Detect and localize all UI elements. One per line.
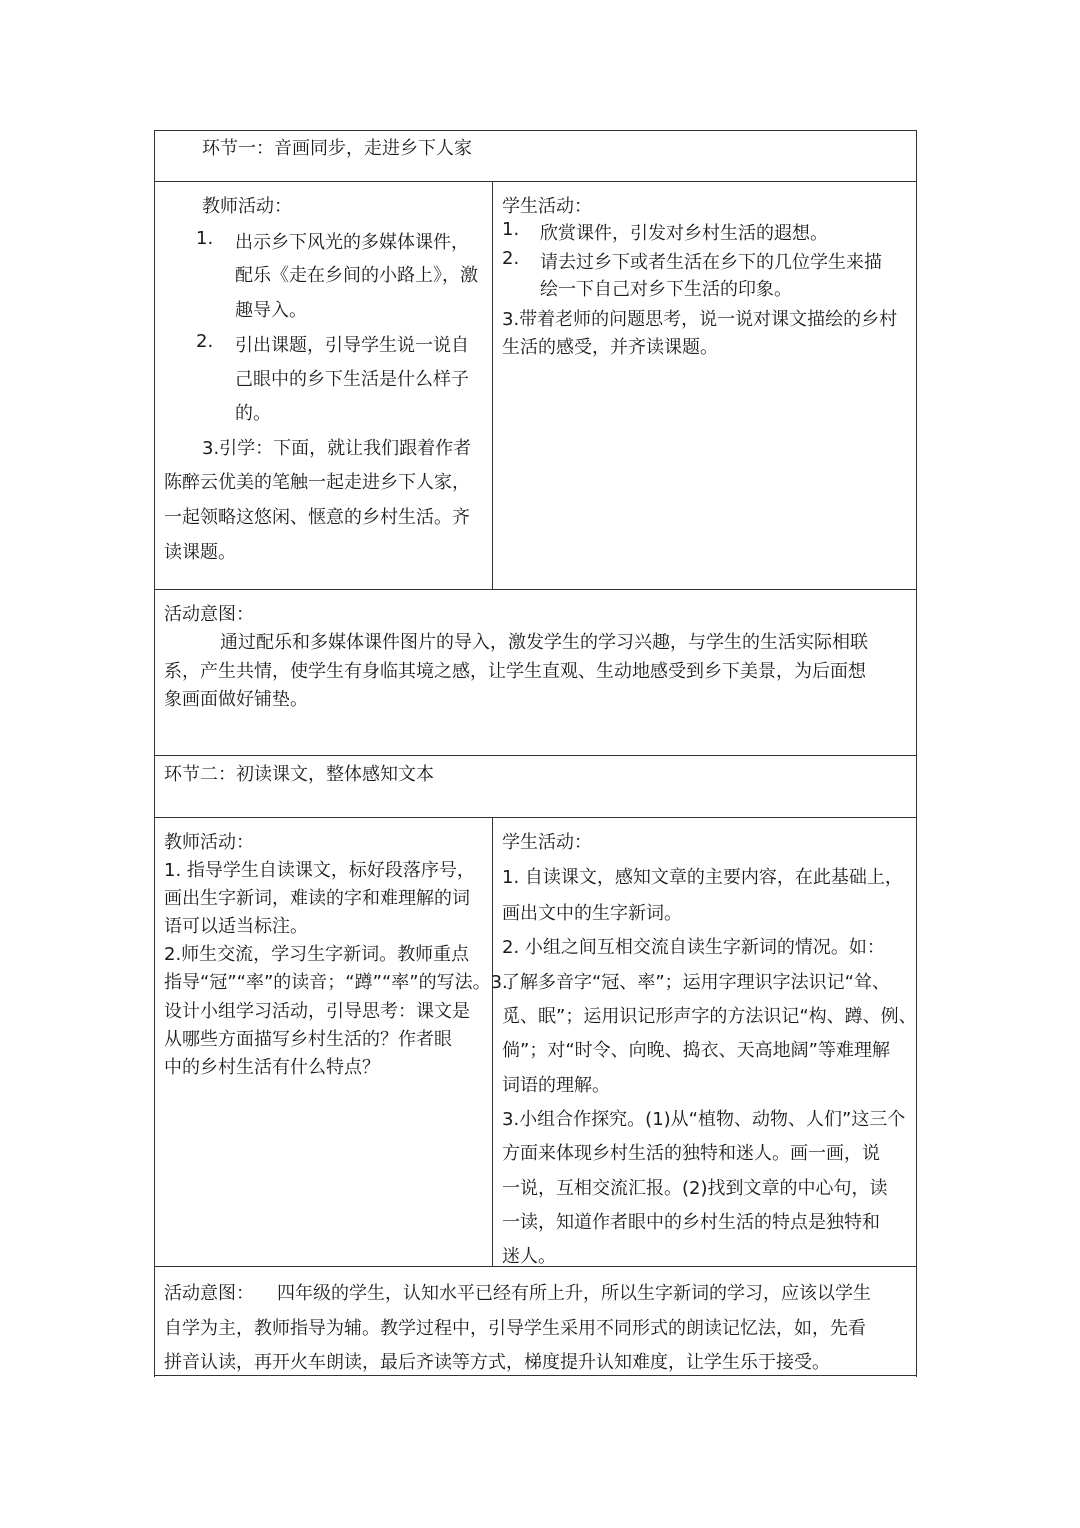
s2-student-line: 一说，互相交流汇报。(2)找到文章的中心句，读 bbox=[502, 1178, 888, 1199]
s2-teacher-line: 指导“冠”“率”的读音；“蹲”“率”的写法。3. bbox=[164, 972, 508, 993]
section2-title: 环节二：初读课文，整体感知文本 bbox=[164, 764, 434, 785]
s1-student-line: 欣赏课件，引发对乡村生活的遐想。 bbox=[540, 223, 828, 244]
s2-teacher-heading: 教师活动： bbox=[164, 832, 254, 853]
s2-student-line: 觅、眠”；运用识记形声字的方法识记“构、蹲、例、 bbox=[502, 1006, 917, 1027]
s2-student-line: 方面来体现乡村生活的独特和迷人。画一画，说 bbox=[502, 1143, 880, 1164]
s1-student-line: 3.带着老师的问题思考，说一说对课文描绘的乡村 bbox=[502, 309, 898, 330]
s1-student-line: 请去过乡下或者生活在乡下的几位学生来描 bbox=[540, 252, 882, 273]
table-border-bottom bbox=[155, 1375, 916, 1376]
s1-intent-heading: 活动意图： bbox=[164, 604, 254, 625]
column-divider bbox=[492, 817, 493, 1266]
s2-teacher-line: 语可以适当标注。 bbox=[164, 916, 308, 937]
s1-teacher-item1-num: 1. bbox=[196, 228, 214, 249]
s2-teacher-line: 设计小组学习活动，引导思考：课文是 bbox=[164, 1001, 470, 1022]
s2-teacher-line: 中的乡村生活有什么特点？ bbox=[164, 1057, 380, 1078]
s2-teacher-line: 从哪些方面描写乡村生活的？作者眼 bbox=[164, 1029, 452, 1050]
s2-student-line: 倘”；对“时令、向晚、捣衣、天高地阔”等难理解 bbox=[502, 1040, 890, 1061]
row-divider bbox=[155, 181, 916, 182]
row-divider bbox=[155, 755, 916, 756]
s2-intent-line: 四年级的学生，认知水平已经有所上升，所以生字新词的学习，应该以学生 bbox=[277, 1283, 871, 1304]
s2-teacher-line: 2.师生交流，学习生字新词。教师重点 bbox=[164, 944, 470, 965]
s2-student-line: 了解多音字“冠、率”；运用字理识字法识记“耸、 bbox=[502, 972, 890, 993]
s1-teacher-line: 的。 bbox=[235, 403, 271, 424]
s1-intent-line: 系，产生共情，使学生有身临其境之感，让学生直观、生动地感受到乡下美景，为后面想 bbox=[164, 661, 866, 682]
s2-intent-line: 拼音认读，再开火车朗读，最后齐读等方式，梯度提升认知难度，让学生乐于接受。 bbox=[164, 1352, 830, 1373]
s1-teacher-line: 一起领略这悠闲、惬意的乡村生活。齐 bbox=[164, 507, 470, 528]
s1-student-heading: 学生活动： bbox=[502, 196, 592, 217]
s2-student-line: 词语的理解。 bbox=[502, 1075, 610, 1096]
s1-intent-line: 通过配乐和多媒体课件图片的导入，激发学生的学习兴趣，与学生的生活实际相联 bbox=[220, 632, 868, 653]
s2-intent-line: 自学为主，教师指导为辅。教学过程中，引导学生采用不同形式的朗读记忆法，如，先看 bbox=[164, 1318, 866, 1339]
section1-title: 环节一：音画同步，走进乡下人家 bbox=[202, 138, 472, 159]
s2-student-line: 一读，知道作者眼中的乡村生活的特点是独特和 bbox=[502, 1212, 880, 1233]
s1-student-line: 绘一下自己对乡下生活的印象。 bbox=[540, 279, 792, 300]
s2-student-line: 3.小组合作探究。(1)从“植物、动物、人们”这三个 bbox=[502, 1109, 906, 1130]
s1-teacher-line: 引出课题，引导学生说一说自 bbox=[235, 335, 469, 356]
s2-student-line: 1. 自读课文，感知文章的主要内容，在此基础上， bbox=[502, 867, 903, 888]
s2-teacher-line: 1. 指导学生自读课文，标好段落序号， bbox=[164, 860, 475, 881]
s1-teacher-line: 读课题。 bbox=[164, 542, 236, 563]
s1-student-item2-num: 2. bbox=[502, 248, 520, 269]
s1-student-line: 生活的感受，并齐读课题。 bbox=[502, 337, 718, 358]
s2-student-line: 画出文中的生字新词。 bbox=[502, 903, 682, 924]
s1-student-item1-num: 1. bbox=[502, 219, 520, 240]
s2-intent-heading: 活动意图： bbox=[164, 1283, 254, 1304]
s1-teacher-line: 出示乡下风光的多媒体课件， bbox=[235, 232, 469, 253]
s1-teacher-line: 3.引学：下面，就让我们跟着作者 bbox=[202, 438, 472, 459]
s1-teacher-line: 己眼中的乡下生活是什么样子 bbox=[235, 369, 469, 390]
row-divider bbox=[155, 817, 916, 818]
s2-student-heading: 学生活动： bbox=[502, 832, 592, 853]
column-divider bbox=[492, 181, 493, 589]
s1-teacher-line: 配乐《走在乡间的小路上》，激 bbox=[235, 265, 478, 286]
row-divider bbox=[155, 589, 916, 590]
s2-teacher-line: 画出生字新词，难读的字和难理解的词 bbox=[164, 888, 470, 909]
s2-student-line: 迷人。 bbox=[502, 1246, 556, 1267]
s1-teacher-line: 陈醉云优美的笔触一起走进乡下人家， bbox=[164, 472, 470, 493]
s2-student-line: 2. 小组之间互相交流自读生字新词的情况。如： bbox=[502, 937, 885, 958]
s1-intent-line: 象画面做好铺垫。 bbox=[164, 689, 308, 710]
s1-teacher-line: 趣导入。 bbox=[235, 300, 307, 321]
s1-teacher-item2-num: 2. bbox=[196, 331, 214, 352]
s1-teacher-heading: 教师活动： bbox=[202, 196, 292, 217]
table-border-top bbox=[155, 130, 916, 131]
